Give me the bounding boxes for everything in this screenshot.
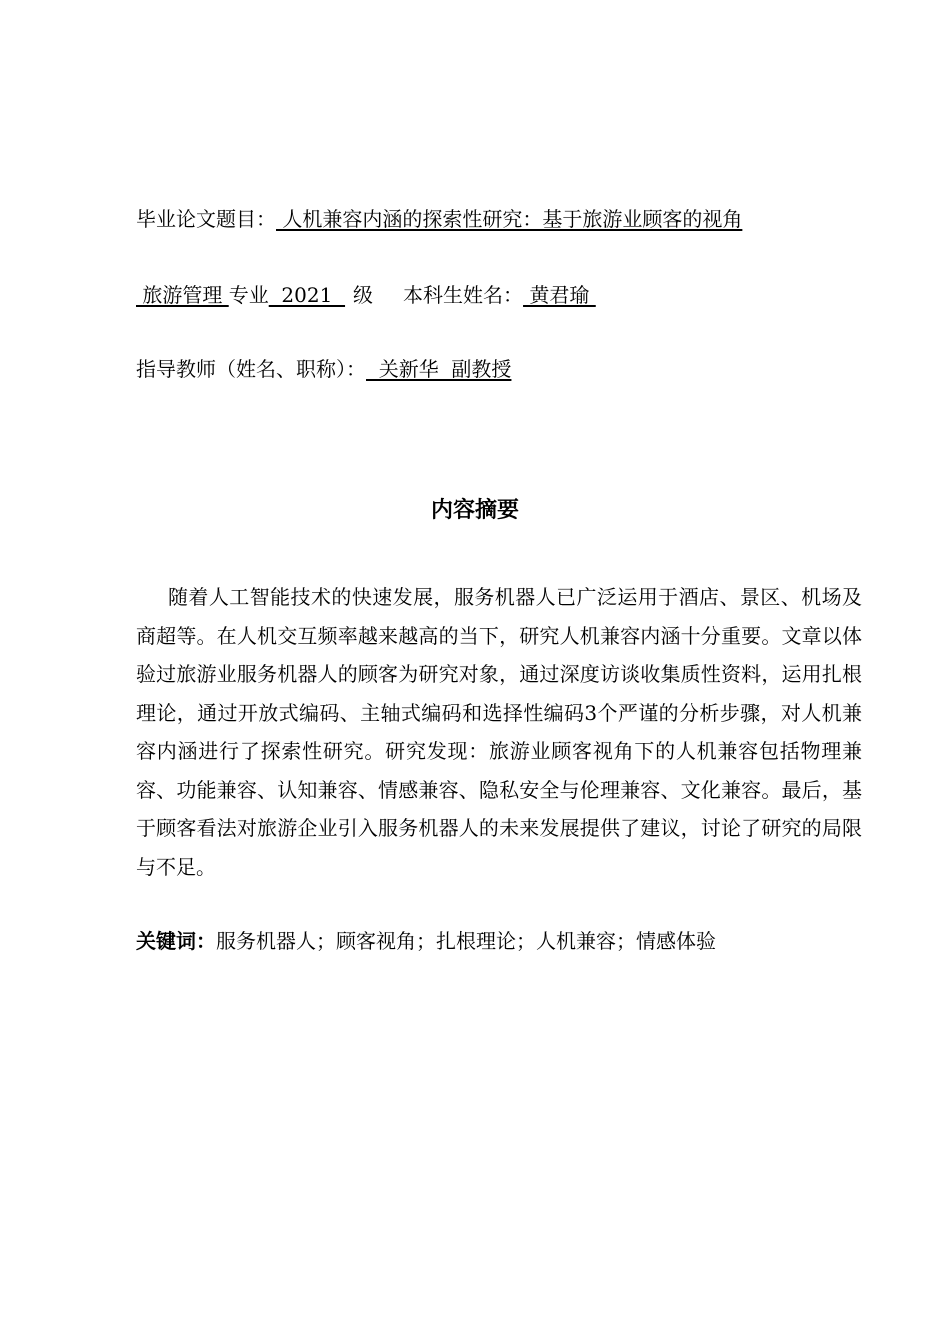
- thesis-title-value: 人机兼容内涵的探索性研究：基于旅游业顾客的视角: [276, 207, 743, 231]
- thesis-title-line: [136, 207, 742, 231]
- keywords-label: 关键词：: [136, 929, 216, 953]
- abstract-heading: 内容摘要: [430, 498, 519, 523]
- major-label: 专业: [228, 283, 269, 307]
- advisor-label: 指导教师（姓名、职称）：: [136, 357, 366, 381]
- grade-value: 2021: [268, 283, 346, 307]
- major-value: 旅游管理: [136, 283, 229, 307]
- major-grade-student-line: [136, 283, 596, 307]
- abstract-body: 随着人工智能技术的快速发展，服务机器人已广泛运用于酒店、景区、机场及商超等。在人机交互频率越来越高的当下，研究人机兼容内涵十分重要。文章以体验过旅游业服务机器人的顾客为研究对象，通过深度访谈收集质性资料，运用扎根理论，通过开放式编码、主轴式编码和选择性编码3个严谨的分析步骤，对人机兼容内涵进行了探索性研究。研究发现：旅游业顾客视角下的人机兼容包括物理兼容、功能兼容、认知兼容、情感兼容、隐私安全与伦理兼容、文化兼容。最后，基于顾客看法对旅游企业引入服务机器人的未来发展提供了建议，讨论了研究的局限与不足。: [136, 585, 862, 879]
- advisor-line: [136, 357, 511, 381]
- thesis-title-label: 毕业论文题目：: [136, 207, 276, 231]
- keywords-line: [136, 926, 716, 956]
- grade-label: 级: [353, 283, 374, 307]
- student-name-value: 黄君瑜: [523, 283, 596, 307]
- keywords-value: 服务机器人；顾客视角；扎根理论；人机兼容；情感体验: [216, 929, 716, 953]
- advisor-value: 关新华 副教授: [366, 357, 512, 381]
- student-name-label: 本科生姓名：: [403, 283, 524, 307]
